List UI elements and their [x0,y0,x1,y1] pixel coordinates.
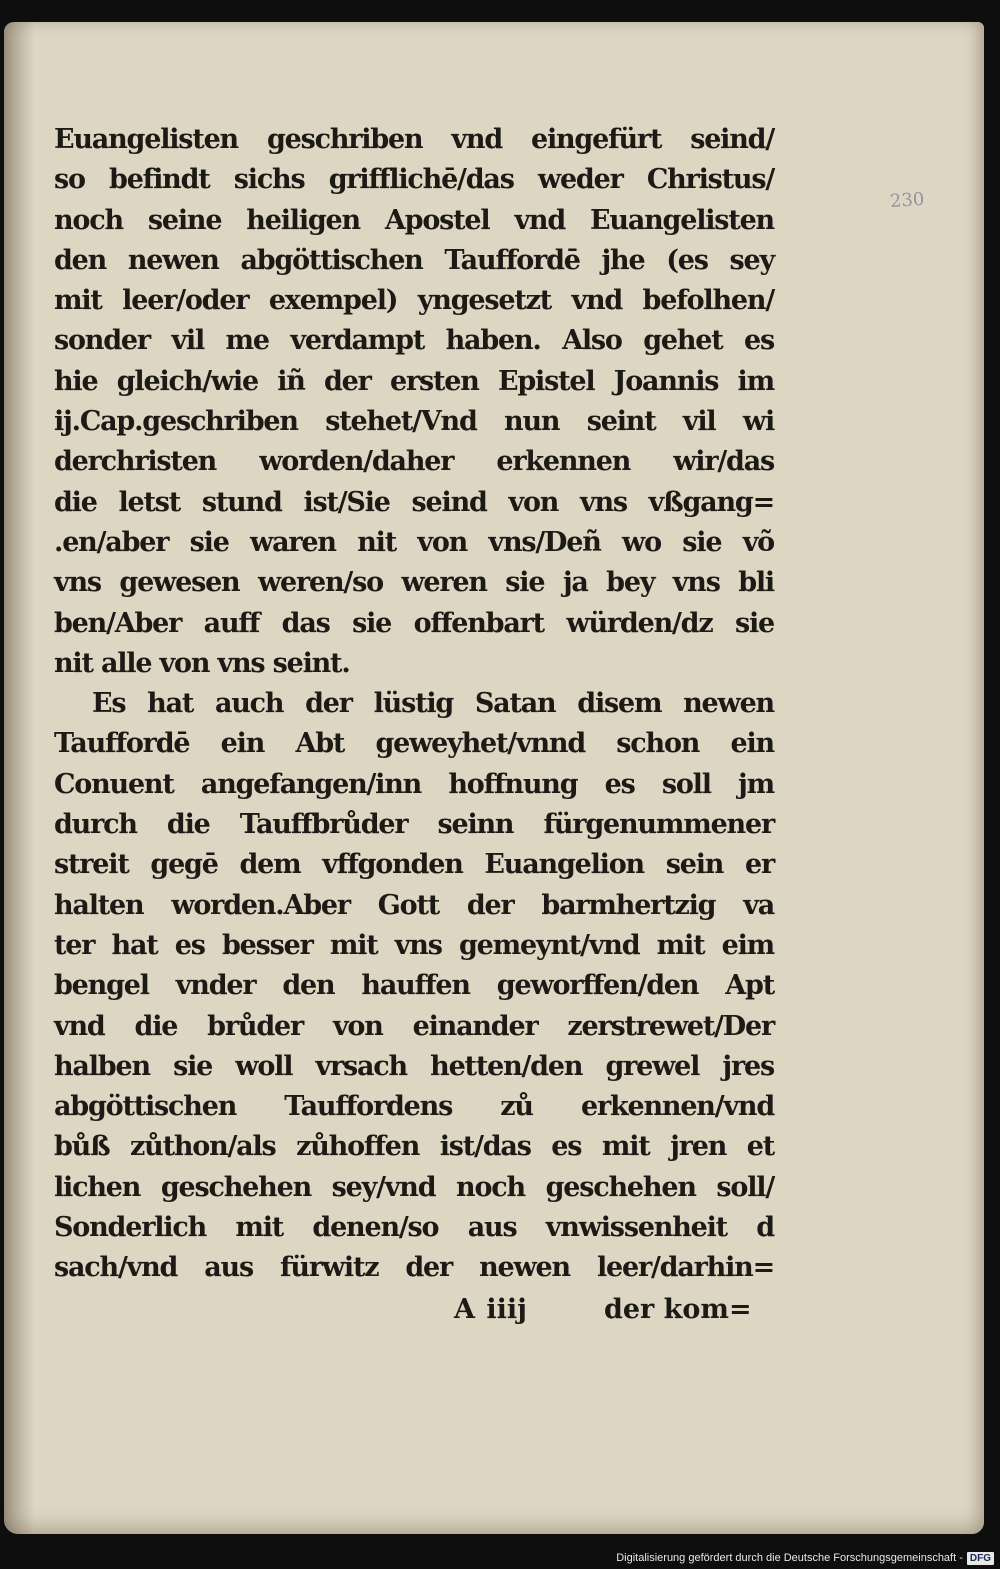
text-line-6: sonder vil me verdampt haben. Also gehet es [54,325,774,357]
text-line-15: Es hat auch der lüstig Satan disem newen [92,688,774,720]
text-line-10: die letst stund ist/Sie seind von vns vßgang= [54,486,774,518]
text-line-5: mit leer/oder exempel) yngesetzt vnd befolhen/ [54,285,774,317]
signature-mark: A iiij [454,1294,527,1325]
text-line-4: den newen abgöttischen Tauffordē jhe (es sey [54,244,774,276]
text-line-13: ben/Aber auff das sie offenbart würden/dz sie [54,607,774,639]
text-line-18: durch die Tauffbrůder seinn fürgenummener [54,809,774,841]
text-line-7: hie gleich/wie iñ der ersten Epistel Joannis im [54,365,774,397]
text-line-1: Euangelisten geschriben vnd eingefürt seind/ [54,124,774,155]
text-line-2: so befindt sichs grifflichē/das weder Christus/ [54,164,774,196]
text-line-11: .en/aber sie waren nit von vns/Deñ wo sie võ [54,526,774,558]
text-line-16: Tauffordē ein Abt geweyhet/vnnd schon ein [54,728,774,760]
credit-text: Digitalisierung gefördert durch die Deutsche Forschungsgemeinschaft - [616,1552,963,1564]
text-line-17: Conuent angefangen/inn hoffnung es soll jm [54,768,774,800]
text-line-28: Sonderlich mit denen/so aus vnwissenheit d [54,1212,774,1244]
text-line-14: nit alle von vns seint. [54,647,350,679]
text-line-27: lichen geschehen sey/vnd noch geschehen soll/ [54,1171,774,1203]
text-line-25: abgöttischen Tauffordens zů erkennen/vnd [54,1091,774,1123]
text-line-8: ij.Cap.geschriben stehet/Vnd nun seint vil wi [54,406,774,438]
text-line-26: bůß zůthon/als zůhoffen ist/das es mit jren et [54,1131,774,1163]
text-line-20: halten worden.Aber Gott der barmhertzig va [54,889,774,921]
body-text [54,120,774,1289]
dfg-logo: DFG [967,1552,994,1565]
text-line-21: ter hat es besser mit vns gemeynt/vnd mit eim [54,929,774,961]
text-line-24: halben sie woll vrsach hetten/den grewel jres [54,1050,774,1082]
page-footer [4,1294,1000,1336]
text-line-12: vns gewesen weren/so weren sie ja bey vns bli [54,567,774,599]
text-line-9: derchristen worden/daher erkennen wir/das [54,446,774,478]
book-page [4,22,984,1534]
text-line-22: bengel vnder den hauffen geworffen/den Apt [54,970,774,1002]
digitization-credit [600,1549,1000,1567]
text-line-23: vnd die brůder von einander zerstrewet/Der [54,1010,774,1042]
text-line-29: sach/vnd aus fürwitz der newen leer/darhin= [54,1252,774,1284]
margin-note: 230 [889,188,926,213]
text-line-19: streit gegē dem vffgonden Euangelion sein er [54,849,774,881]
catchword: der kom= [604,1294,752,1325]
text-line-3: noch seine heiligen Apostel vnd Euangelisten [54,204,774,236]
